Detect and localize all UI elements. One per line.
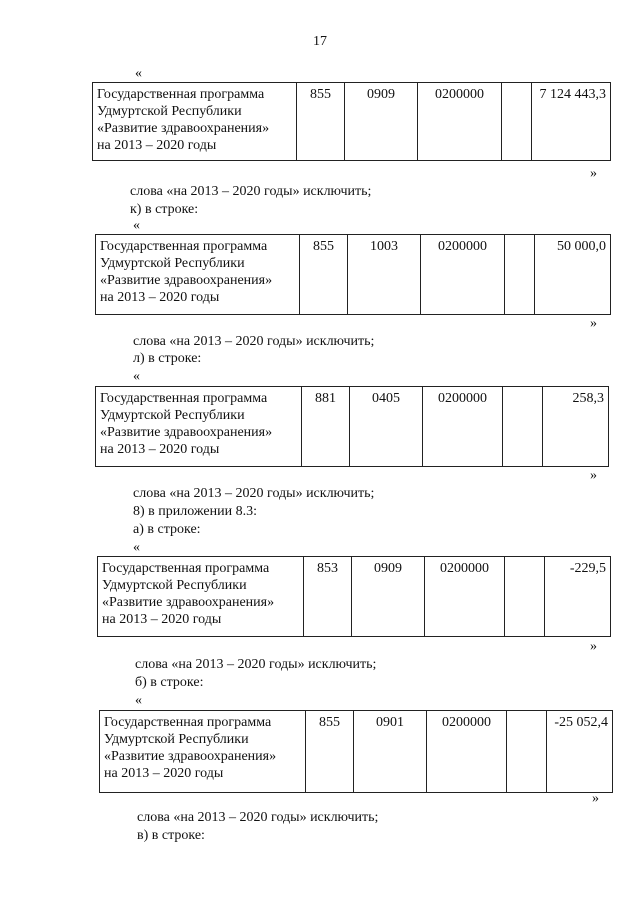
ministry-code-cell: 881	[302, 387, 350, 467]
amount-cell: -25 052,4	[547, 711, 613, 793]
program-name-line: Удмуртской Республики	[100, 256, 245, 271]
table-row	[100, 711, 613, 793]
program-name-line: Государственная программа	[104, 715, 272, 730]
table-row	[96, 387, 609, 467]
budget-row-table	[95, 386, 609, 467]
open-quote: «	[133, 218, 140, 233]
close-quote: »	[590, 316, 597, 331]
program-name-cell	[93, 83, 297, 161]
program-name-cell	[100, 711, 306, 793]
ministry-code-cell: 855	[306, 711, 354, 793]
program-name-line: на 2013 – 2020 годы	[100, 290, 220, 305]
program-name-line: Удмуртской Республики	[102, 578, 247, 593]
ministry-code-cell: 853	[304, 557, 352, 637]
program-name-line: на 2013 – 2020 годы	[104, 766, 224, 781]
open-quote: «	[135, 66, 142, 81]
program-name-line: «Развитие здравоохранения»	[102, 595, 275, 610]
close-quote: »	[590, 468, 597, 483]
amount-cell: -229,5	[545, 557, 611, 637]
table-row	[96, 235, 611, 315]
expense-type-cell	[503, 387, 543, 467]
section-code-cell: 0405	[350, 387, 423, 467]
budget-row-table	[95, 234, 611, 315]
program-name-cell	[98, 557, 304, 637]
page-number: 17	[313, 34, 327, 49]
program-name-cell	[96, 387, 302, 467]
section-code-cell: 0901	[354, 711, 427, 793]
amount-cell: 258,3	[543, 387, 609, 467]
item-heading: к) в строке:	[130, 202, 199, 217]
target-code-cell: 0200000	[427, 711, 507, 793]
item-heading: л) в строке:	[133, 351, 202, 366]
program-name-line: Удмуртской Республики	[97, 104, 242, 119]
close-quote: »	[592, 791, 599, 806]
budget-row-table	[97, 556, 611, 637]
appendix-heading: 8) в приложении 8.3:	[133, 504, 257, 519]
section-code-cell: 1003	[348, 235, 421, 315]
table-row	[93, 83, 611, 161]
program-name-line: Удмуртской Республики	[104, 732, 249, 747]
open-quote: «	[135, 693, 142, 708]
target-code-cell: 0200000	[418, 83, 502, 161]
program-name-line: «Развитие здравоохранения»	[100, 425, 273, 440]
target-code-cell: 0200000	[423, 387, 503, 467]
budget-row-table	[99, 710, 613, 793]
expense-type-cell	[505, 235, 535, 315]
item-heading: б) в строке:	[135, 675, 204, 690]
target-code-cell: 0200000	[421, 235, 505, 315]
target-code-cell: 0200000	[425, 557, 505, 637]
open-quote: «	[133, 540, 140, 555]
program-name-line: Государственная программа	[100, 239, 268, 254]
ministry-code-cell: 855	[300, 235, 348, 315]
table-row	[98, 557, 611, 637]
instruction-text: слова «на 2013 – 2020 годы» исключить;	[133, 334, 375, 349]
amount-cell: 7 124 443,3	[532, 83, 611, 161]
expense-type-cell	[505, 557, 545, 637]
instruction-text: слова «на 2013 – 2020 годы» исключить;	[137, 810, 379, 825]
open-quote: «	[133, 369, 140, 384]
instruction-text: слова «на 2013 – 2020 годы» исключить;	[130, 184, 372, 199]
budget-row-table	[92, 82, 611, 161]
ministry-code-cell: 855	[297, 83, 345, 161]
program-name-line: Удмуртской Республики	[100, 408, 245, 423]
instruction-text: слова «на 2013 – 2020 годы» исключить;	[133, 486, 375, 501]
program-name-cell	[96, 235, 300, 315]
instruction-text: слова «на 2013 – 2020 годы» исключить;	[135, 657, 377, 672]
expense-type-cell	[507, 711, 547, 793]
item-heading: а) в строке:	[133, 522, 201, 537]
section-code-cell: 0909	[352, 557, 425, 637]
program-name-line: Государственная программа	[97, 87, 265, 102]
program-name-line: на 2013 – 2020 годы	[97, 138, 217, 153]
program-name-line: на 2013 – 2020 годы	[102, 612, 222, 627]
program-name-line: «Развитие здравоохранения»	[104, 749, 277, 764]
section-code-cell: 0909	[345, 83, 418, 161]
program-name-line: «Развитие здравоохранения»	[97, 121, 270, 136]
expense-type-cell	[502, 83, 532, 161]
program-name-line: на 2013 – 2020 годы	[100, 442, 220, 457]
amount-cell: 50 000,0	[535, 235, 611, 315]
program-name-line: Государственная программа	[100, 391, 268, 406]
close-quote: »	[590, 639, 597, 654]
close-quote: »	[590, 166, 597, 181]
program-name-line: «Развитие здравоохранения»	[100, 273, 273, 288]
program-name-line: Государственная программа	[102, 561, 270, 576]
item-heading: в) в строке:	[137, 828, 205, 843]
